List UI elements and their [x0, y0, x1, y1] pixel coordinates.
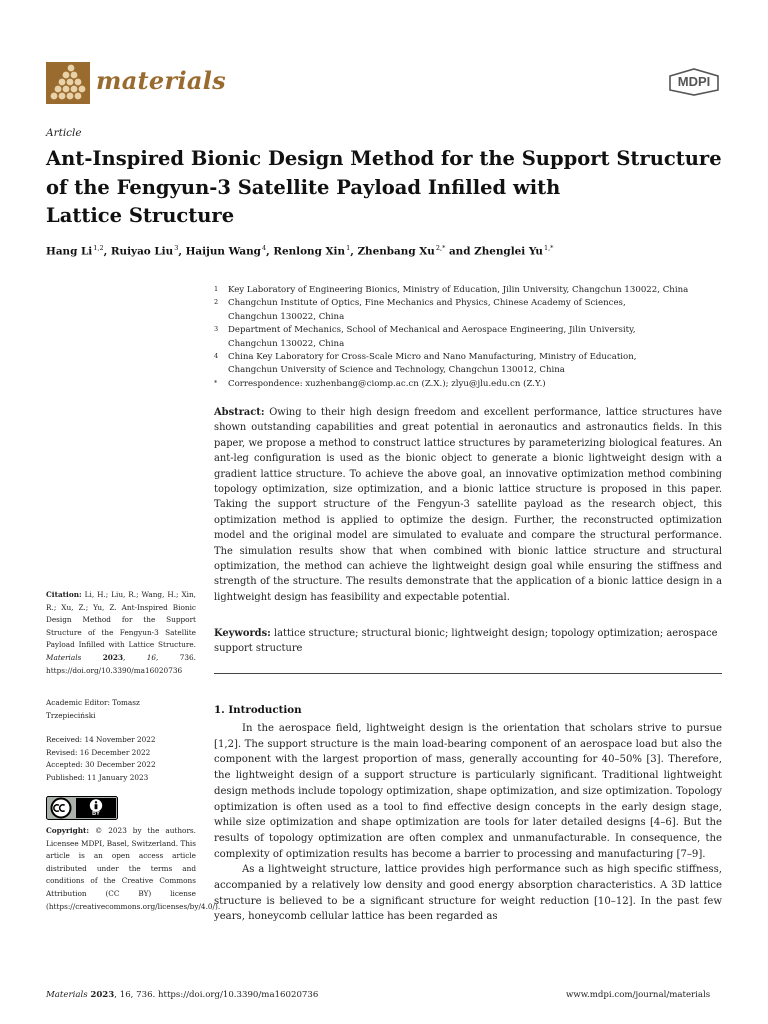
author-affil-ref: 1	[346, 244, 351, 252]
correspondence-item	[214, 378, 724, 391]
section-divider	[214, 673, 722, 674]
author-list: Hang Li $^{1,2}$, Ruiyao Liu $^3$, Haijun Wang $^4$, Renlong Xin $^1$, Zhenbang Xu $^{2,*}$ and Zhenglei Yu $^{1,*}$	[46, 244, 554, 258]
affiliation-item	[214, 297, 724, 324]
citation-label: Citation:	[46, 590, 82, 599]
affiliation-number: 1	[214, 285, 219, 293]
materials-logo-icon	[46, 62, 90, 104]
author-name[interactable]: Haijun Wang	[185, 245, 261, 258]
section-heading: 1. Introduction	[214, 704, 302, 716]
abstract	[214, 405, 722, 605]
affiliation-line: Changchun 130022, China	[228, 338, 345, 349]
academic-editor	[46, 697, 196, 722]
keywords-label: Keywords:	[214, 628, 271, 639]
cc-by-license-badge[interactable]	[46, 796, 118, 820]
title-line: of the Fengyun-3 Satellite Payload Infilled with	[46, 175, 561, 199]
article-title	[46, 145, 736, 231]
cc-by-label: BY	[92, 811, 100, 817]
citation-year: 2023	[102, 652, 124, 662]
affiliation-item	[214, 324, 724, 351]
footer-journal-url[interactable]: www.mdpi.com/journal/materials	[566, 990, 711, 1000]
author-name[interactable]: Ruiyao Liu	[110, 245, 174, 258]
published-date: Published: 11 January 2023	[46, 772, 149, 782]
abstract-text: Owing to their high design freedom and excellent performance, lattice structures have shown outstanding capabilities and great potential in aeronautics and astronautics fields. In this paper, we propose a method to construct lattice structures by parameterizing biological features. An ant-leg configuration is used as the bionic object to generate a bionic lightweight design with a gradient lattice structure. To achieve the above goal, an innovative optimization method combining topology optimization, size optimization, and a bionic lattice structure is proposed in this paper. Taking the support structure of the Fengyun-3 satellite payload as the research object, this optimization method is applied to optimize the design. Further, the reconstructed optimization model and the original model are simulated to evaluate and compare the structural performance. The simulation results show that when combined with bionic lattice structure and structural optimization, the method can achieve the lightweight design goal while ensuring the stiffness and strength of the structure. The results demonstrate that the application of a bionic lattice design in a lightweight design has feasibility and expectable potential.	[214, 407, 722, 603]
affiliation-item	[214, 284, 724, 297]
affiliation-line: Department of Mechanics, School of Mechanical and Aerospace Engineering, Jilin University,	[228, 325, 636, 336]
citation-journal: Materials	[46, 652, 82, 662]
keywords-text: lattice structure; structural bionic; lightweight design; topology optimization; aerospace support structure	[214, 628, 718, 655]
author-affil-ref: 4	[261, 244, 267, 252]
author-affil-ref: 3	[174, 244, 179, 252]
citation-text: Li, H.; Liu, R.; Wang, H.; Xin, R.; Xu, Z.; Yu, Z. Ant-Inspired Bionic Design Method for the Support Structure of the Fengyun-3 Satellite Payload Infilled with Lattice Structure.	[46, 590, 196, 650]
affiliation-number: 2	[214, 298, 219, 307]
received-date: Received: 14 November 2022	[46, 735, 156, 744]
affiliation-line: Changchun University of Science and Technology, Changchun 130012, China	[228, 365, 565, 376]
title-line: Lattice Structure	[46, 204, 235, 227]
journal-name: materials	[96, 66, 226, 95]
footer-journal: Materials	[46, 990, 88, 1000]
copyright-label: Copyright:	[46, 826, 90, 835]
affiliation-line: Changchun Institute of Optics, Fine Mechanics and Physics, Chinese Academy of Sciences,	[228, 298, 626, 309]
affiliation-line: Changchun 130022, China	[228, 311, 345, 322]
footer-doi[interactable]: , 16, 736. https://doi.org/10.3390/ma16020736	[114, 990, 319, 1000]
citation-doi-link[interactable]: https://doi.org/10.3390/ma16020736	[46, 665, 183, 675]
publication-dates	[46, 734, 196, 784]
paragraph: As a lightweight structure, lattice provides high performance such as high specific stiffness, accompanied by a relatively low density and good energy absorption characteristics. A 3D lattice structure is believed to be a significant structure for weight reduction [10–12]. In the past few years, honeycomb cellular lattice has been regarded as	[214, 864, 722, 923]
affiliation-line: China Key Laboratory for Cross-Scale Micro and Nano Manufacturing, Ministry of Education,	[228, 352, 637, 363]
footer-citation	[46, 990, 318, 1000]
title-line: Ant-Inspired Bionic Design Method for the Support Structure	[46, 147, 722, 170]
affiliation-line: Key Laboratory of Engineering Bionics, Ministry of Education, Jilin University, Changchun 130022, China	[228, 285, 689, 295]
author-name[interactable]: Zhenbang Xu	[357, 245, 435, 258]
affiliation-number: *	[214, 378, 218, 387]
mdpi-label: MDPI	[677, 74, 711, 89]
author-name[interactable]: Hang Li	[46, 245, 93, 258]
affiliations	[214, 284, 724, 391]
footer-year: 2023	[90, 990, 115, 1000]
abstract-label: Abstract:	[214, 407, 265, 418]
citation-page: , 736.	[156, 652, 197, 662]
author-affil-ref: 1,*	[543, 244, 554, 252]
author-name[interactable]: Renlong Xin	[273, 245, 346, 258]
keywords	[214, 626, 722, 657]
affiliation-item	[214, 351, 724, 378]
affiliation-number: 3	[214, 325, 219, 334]
author-name[interactable]: Zhenglei Yu	[474, 245, 543, 258]
editor-line: Academic Editor: Tomasz	[46, 698, 140, 707]
editor-line: Trzepieciński	[46, 710, 96, 720]
citation-volume: 16	[146, 652, 157, 662]
copyright-text: © 2023 by the authors. Licensee MDPI, Basel, Switzerland. This article is an open access article distributed under the terms and conditions of the Creative Commons Attribution (CC BY) license (https://creativecommons.org/licenses/by/4.0/).	[46, 826, 221, 911]
author-affil-ref: 1,2	[93, 244, 104, 252]
revised-date: Revised: 16 December 2022	[46, 747, 151, 757]
mdpi-logo[interactable]	[666, 68, 722, 96]
article-type: Article	[46, 127, 82, 139]
copyright-block	[46, 825, 221, 913]
affiliation-number: 4	[214, 352, 219, 361]
correspondence-line[interactable]: Correspondence: xuzhenbang@ciomp.ac.cn (Z.X.); zlyu@jlu.edu.cn (Z.Y.)	[228, 378, 546, 389]
author-affil-ref: 2,*	[435, 244, 446, 252]
accepted-date: Accepted: 30 December 2022	[46, 760, 156, 770]
paragraph: In the aerospace field, lightweight design is the orientation that scholars strive to pursue [1,2]. The support structure is the main load-bearing component of an aerospace load but also the component with the largest proportion of mass, generally accounting for 40–50% [3]. Therefore, the lightweight design of a support structure is particularly significant. Traditional lightweight design methods include topology optimization, shape optimization, and size optimization. Topology optimization is often used as a tool to find effective design concepts in the early design stage, while size optimization and shape optimization are tools for later detailed designs [4–6]. But the results of topology optimization are often complex and unmanufacturable. In consequence, the complexity of optimization results has become a barrier to processing and manufacturing [7–9].	[214, 723, 722, 860]
citation-block: Citation: Li, H.; Liu, R.; Wang, H.; Xin, R.; Xu, Z.; Yu, Z. Ant-Inspired Bionic Design Method for the Support Structure of the Fengyun-3 Satellite Payload Infilled with Lattice Structure. Materials 2023, 16, 736. https://doi.org/10.3390/ma16020736	[46, 590, 197, 675]
introduction-body	[214, 721, 722, 925]
